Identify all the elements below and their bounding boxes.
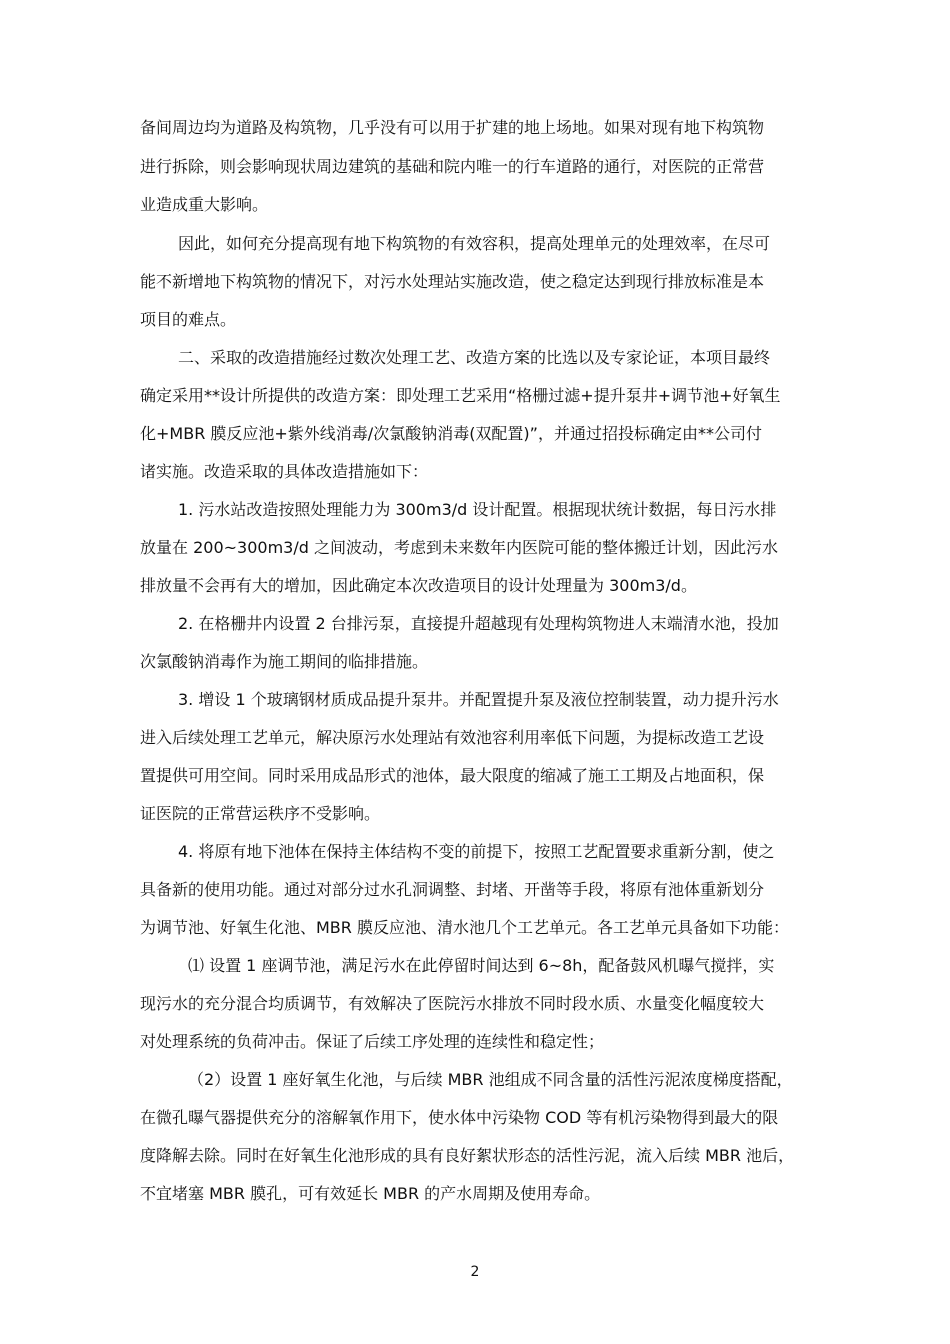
text-line: 4. 将原有地下池体在保持主体结构不变的前提下，按照工艺配置要求重新分割，使之 (178, 842, 775, 861)
text-line: （2）设置 1 座好氧生化池，与后续 MBR 池组成不同含量的活性污泥浓度梯度搭配， (188, 1070, 793, 1089)
text-line: 项目的难点。 (140, 310, 237, 329)
text-line: 为调节池、好氧生化池、MBR 膜反应池、清水池几个工艺单元。各工艺单元具备如下功能： (140, 918, 789, 937)
text-line: 确定采用**设计所提供的改造方案：即处理工艺采用“格栅过滤+提升泵井+调节池+好氧生 (140, 386, 781, 405)
text-line: 诸实施。改造采取的具体改造措施如下： (140, 462, 429, 481)
text-line: 能不新增地下构筑物的情况下，对污水处理站实施改造，使之稳定达到现行排放标准是本 (140, 272, 765, 291)
text-line: 具备新的使用功能。通过对部分过水孔洞调整、封堵、开凿等手段，将原有池体重新划分 (140, 880, 765, 899)
text-line: 进入后续处理工艺单元，解决原污水处理站有效池容利用率低下问题，为提标改造工艺设 (140, 728, 765, 747)
text-line: 次氯酸钠消毒作为施工期间的临排措施。 (140, 652, 429, 671)
text-line: 放量在 200~300m3/d 之间波动，考虑到未来数年内医院可能的整体搬迁计划，因此污水 (140, 538, 778, 557)
text-line: 1. 污水站改造按照处理能力为 300m3/d 设计配置。根据现状统计数据，每日污水排 (178, 500, 777, 519)
text-line: 进行拆除，则会影响现状周边建筑的基础和院内唯一的行车道路的通行，对医院的正常营 (140, 157, 765, 176)
text-line: 现污水的充分混合均质调节，有效解决了医院污水排放不同时段水质、水量变化幅度较大 (140, 994, 765, 1013)
page-number: 2 (470, 1264, 480, 1280)
text-line: 因此，如何充分提高现有地下构筑物的有效容积，提高处理单元的处理效率，在尽可 (178, 234, 771, 253)
text-line: 度降解去除。同时在好氧生化池形成的具有良好絮状形态的活性污泥，流入后续 MBR 池后， (140, 1146, 795, 1165)
text-line: 二、采取的改造措施经过数次处理工艺、改造方案的比选以及专家论证，本项目最终 (178, 348, 771, 367)
text-line: 排放量不会再有大的增加，因此确定本次改造项目的设计处理量为 300m3/d。 (140, 576, 697, 595)
text-line: 备间周边均为道路及构筑物，几乎没有可以用于扩建的地上场地。如果对现有地下构筑物 (140, 118, 765, 137)
text-line: 不宜堵塞 MBR 膜孔，可有效延长 MBR 的产水周期及使用寿命。 (140, 1184, 601, 1203)
text-line: 在微孔曝气器提供充分的溶解氧作用下，使水体中污染物 COD 等有机污染物得到最大的限 (140, 1108, 779, 1127)
text-line: 置提供可用空间。同时采用成品形式的池体，最大限度的缩减了施工工期及占地面积，保 (140, 766, 765, 785)
text-line: 2. 在格栅井内设置 2 台排污泵，直接提升超越现有处理构筑物进人末端清水池，投加 (178, 614, 779, 633)
text-line: 3. 增设 1 个玻璃钢材质成品提升泵井。并配置提升泵及液位控制装置，动力提升污水 (178, 690, 779, 709)
text-line: 化+MBR 膜反应池+紫外线消毒/次氯酸钠消毒(双配置)”，并通过招投标确定由**公司付 (140, 424, 762, 443)
text-line: 证医院的正常营运秩序不受影响。 (140, 804, 381, 823)
text-line: ⑴ 设置 1 座调节池，满足污水在此停留时间达到 6~8h，配备鼓风机曝气搅拌，实 (188, 956, 775, 975)
text-line: 业造成重大影响。 (140, 195, 269, 214)
text-line: 对处理系统的负荷冲击。保证了后续工序处理的连续性和稳定性； (140, 1032, 605, 1051)
